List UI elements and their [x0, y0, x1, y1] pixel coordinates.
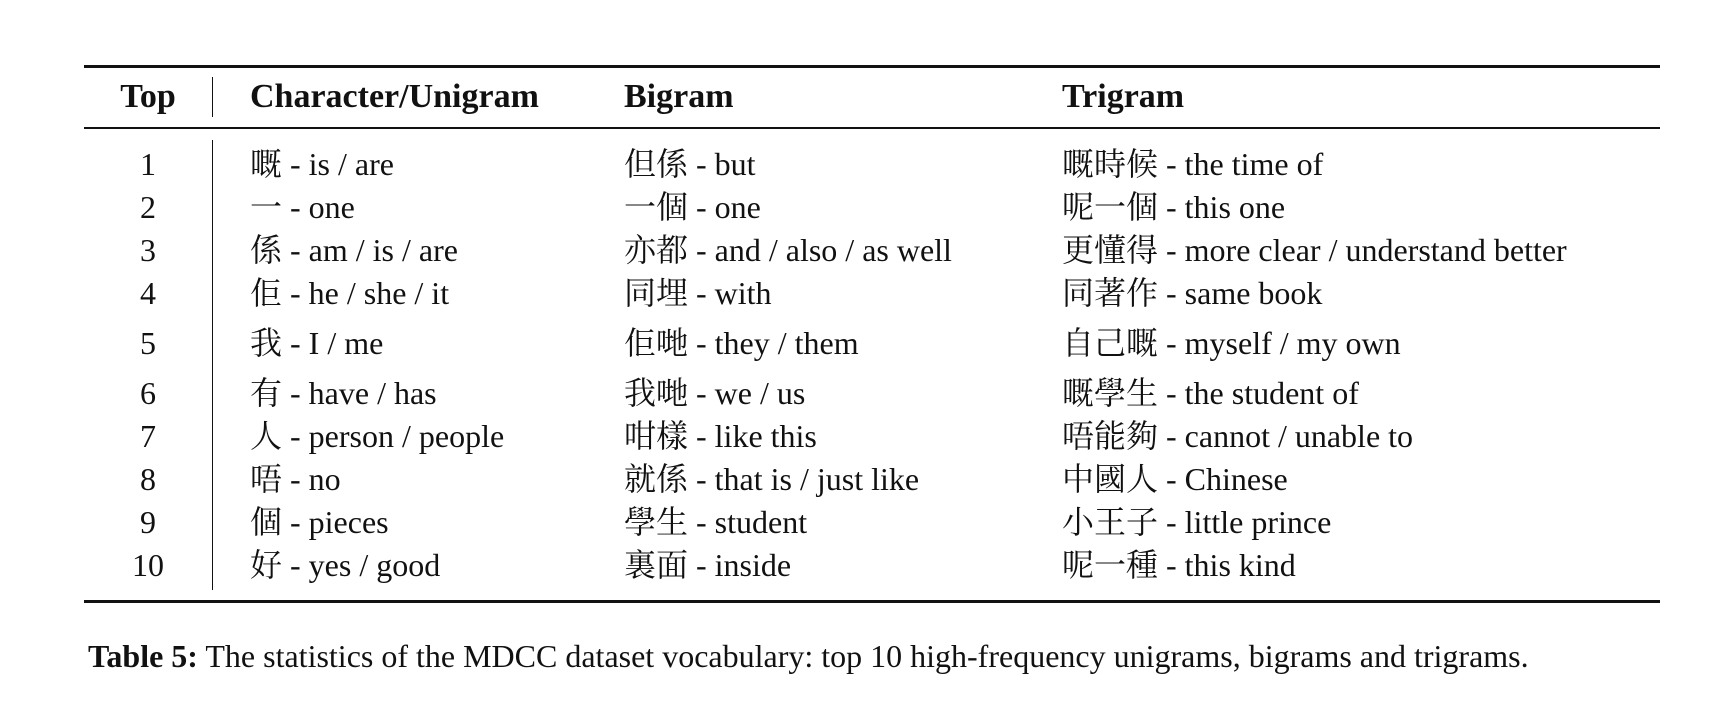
rank-cell: 6: [140, 375, 156, 411]
table-header-row: [84, 75, 1660, 119]
unigram-cell: 有 - have / has: [250, 375, 437, 411]
table-row: [84, 322, 1660, 364]
table-row: [84, 415, 1660, 457]
header-trigram: Trigram: [1062, 78, 1185, 115]
trigram-cell: 呢一種 - this kind: [1062, 547, 1296, 583]
rank-cell: 8: [140, 461, 156, 497]
table-row: [84, 229, 1660, 271]
unigram-cell: 嘅 - is / are: [250, 146, 394, 182]
rank-cell: 3: [140, 232, 156, 268]
table-top-rule: [84, 65, 1660, 68]
trigram-cell: 唔能夠 - cannot / unable to: [1062, 418, 1414, 454]
unigram-cell: 佢 - he / she / it: [250, 275, 450, 311]
table-caption: [88, 636, 1529, 676]
rank-cell: 7: [140, 418, 156, 454]
trigram-cell: 嘅時候 - the time of: [1062, 146, 1324, 182]
header-top: Top: [120, 78, 176, 115]
rank-cell: 1: [140, 146, 156, 182]
bigram-cell: 就係 - that is / just like: [624, 461, 920, 497]
rank-cell: 5: [140, 325, 156, 361]
unigram-cell: 好 - yes / good: [250, 547, 441, 583]
table-row: [84, 272, 1660, 314]
trigram-cell: 中國人 - Chinese: [1062, 461, 1288, 497]
rank-cell: 10: [132, 547, 164, 583]
unigram-cell: 我 - I / me: [250, 325, 384, 361]
table-row: [84, 186, 1660, 228]
unigram-cell: 唔 - no: [250, 461, 341, 497]
unigram-cell: 人 - person / people: [250, 418, 505, 454]
caption-text: The statistics of the MDCC dataset vocabulary: top 10 high-frequency unigrams, bigrams and trigrams.: [205, 638, 1529, 674]
table-row: [84, 143, 1660, 185]
rank-cell: 4: [140, 275, 156, 311]
bigram-cell: 但係 - but: [624, 146, 756, 182]
trigram-cell: 嘅學生 - the student of: [1062, 375, 1359, 411]
header-column-divider: [212, 77, 213, 117]
trigram-cell: 呢一個 - this one: [1062, 189, 1286, 225]
table-row: [84, 544, 1660, 586]
table-row: [84, 458, 1660, 500]
header-unigram: Character/Unigram: [250, 78, 539, 115]
table-bottom-rule: [84, 600, 1660, 603]
bigram-cell: 咁樣 - like this: [624, 418, 817, 454]
unigram-cell: 個 - pieces: [250, 504, 389, 540]
trigram-cell: 更懂得 - more clear / understand better: [1062, 232, 1567, 268]
rank-cell: 9: [140, 504, 156, 540]
bigram-cell: 亦都 - and / also / as well: [624, 232, 952, 268]
unigram-cell: 係 - am / is / are: [250, 232, 458, 268]
bigram-cell: 學生 - student: [624, 504, 808, 540]
bigram-cell: 裏面 - inside: [624, 547, 792, 583]
bigram-cell: 佢哋 - they / them: [624, 325, 859, 361]
caption-label: Table 5:: [88, 638, 198, 674]
rank-cell: 2: [140, 189, 156, 225]
bigram-cell: 同埋 - with: [624, 275, 772, 311]
table-row: [84, 501, 1660, 543]
bigram-cell: 一個 - one: [624, 189, 761, 225]
trigram-cell: 同著作 - same book: [1062, 275, 1323, 311]
table-header-rule: [84, 127, 1660, 129]
table-row: [84, 372, 1660, 414]
header-bigram: Bigram: [624, 78, 734, 115]
trigram-cell: 小王子 - little prince: [1062, 504, 1332, 540]
trigram-cell: 自己嘅 - myself / my own: [1062, 325, 1401, 361]
unigram-cell: 一 - one: [250, 189, 355, 225]
bigram-cell: 我哋 - we / us: [624, 375, 806, 411]
